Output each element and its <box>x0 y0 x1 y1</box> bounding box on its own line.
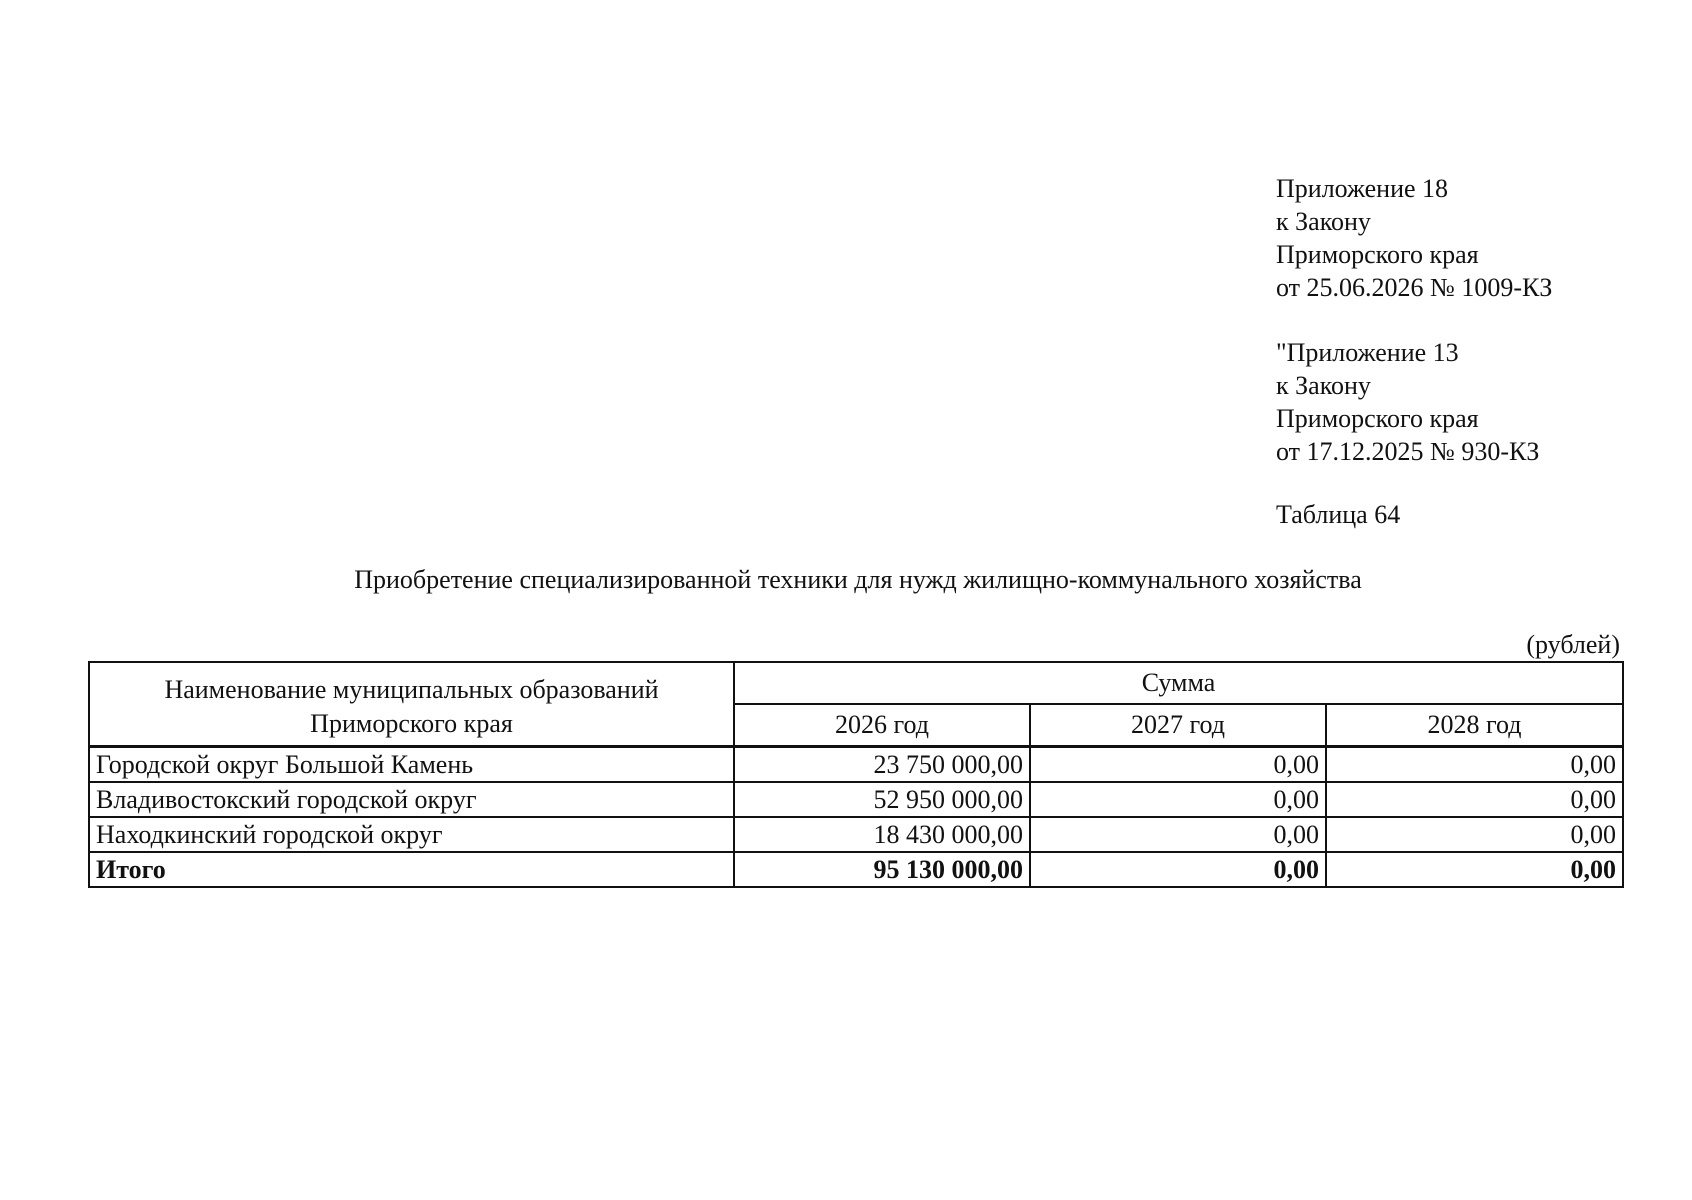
original-appendix-line: от 17.12.2025 № 930-КЗ <box>1276 437 1540 466</box>
document-title: Приобретение специализированной техники для нужд жилищно-коммунального хозяйства <box>354 565 1362 594</box>
table-row <box>89 747 1623 783</box>
table-row <box>89 817 1623 852</box>
appendix-line: Приложение 18 <box>1276 174 1449 203</box>
row-value: 0,00 <box>1326 817 1623 852</box>
appendix-line: от 25.06.2026 № 1009-КЗ <box>1276 273 1553 302</box>
total-value: 0,00 <box>1326 852 1623 887</box>
table-number: Таблица 64 <box>1276 500 1401 529</box>
original-appendix-line: к Закону <box>1276 371 1371 400</box>
total-row <box>89 852 1623 887</box>
row-value: 0,00 <box>1326 747 1623 783</box>
total-value: 95 130 000,00 <box>734 852 1030 887</box>
original-appendix-line: "Приложение 13 <box>1276 338 1459 367</box>
row-value: 0,00 <box>1326 782 1623 817</box>
column-header-name: Наименование муниципальных образований Приморского края <box>89 662 734 747</box>
total-value: 0,00 <box>1030 852 1326 887</box>
unit-label: (рублей) <box>1526 630 1620 659</box>
column-header-year: 2028 год <box>1326 704 1623 747</box>
original-appendix-reference <box>1276 336 1539 468</box>
data-table <box>88 661 1624 888</box>
original-appendix-line: Приморского края <box>1276 404 1479 433</box>
appendix-line: Приморского края <box>1276 240 1479 269</box>
row-name: Владивостокский городской округ <box>89 782 734 817</box>
appendix-reference <box>1276 172 1552 304</box>
row-value: 0,00 <box>1030 817 1326 852</box>
column-header-year: 2027 год <box>1030 704 1326 747</box>
row-name: Городской округ Большой Камень <box>89 747 734 783</box>
row-value: 0,00 <box>1030 782 1326 817</box>
appendix-line: к Закону <box>1276 207 1371 236</box>
row-value: 23 750 000,00 <box>734 747 1030 783</box>
row-name: Находкинский городской округ <box>89 817 734 852</box>
row-value: 0,00 <box>1030 747 1326 783</box>
row-value: 18 430 000,00 <box>734 817 1030 852</box>
column-header-sum: Сумма <box>734 662 1623 704</box>
column-header-year: 2026 год <box>734 704 1030 747</box>
table-row <box>89 782 1623 817</box>
row-value: 52 950 000,00 <box>734 782 1030 817</box>
total-label: Итого <box>89 852 734 887</box>
